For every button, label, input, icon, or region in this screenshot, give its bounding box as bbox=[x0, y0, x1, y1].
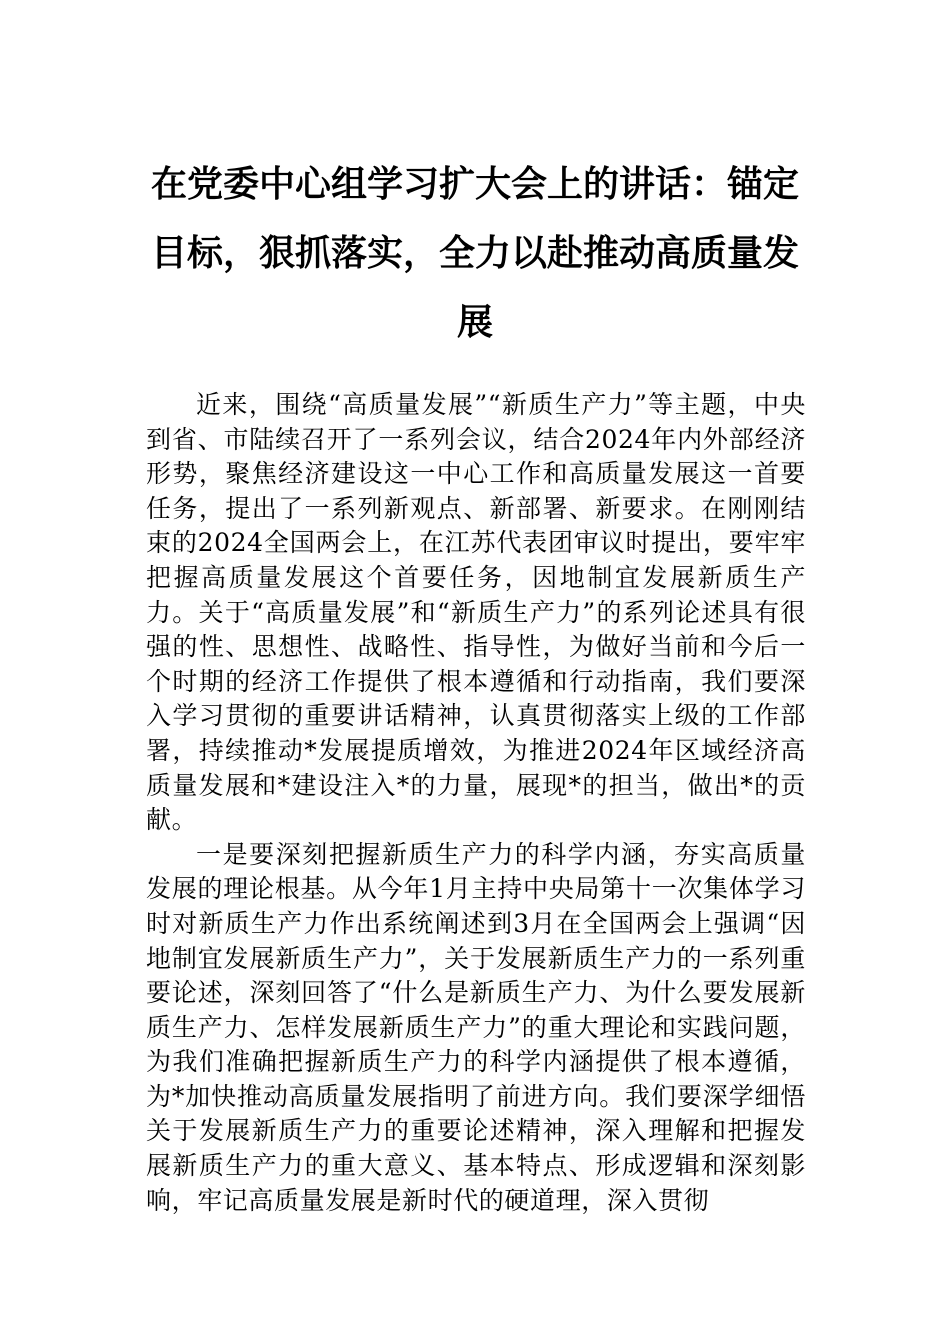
document-body bbox=[146, 388, 806, 1218]
paragraph-intro: 近来，围绕“高质量发展”“新质生产力”等主题，中央到省、市陆续召开了一系列会议，结合2024年内外部经济形势，聚焦经济建设这一中心工作和高质量发展这一首要任务，提出了一系列新观点、新部署、新要求。在刚刚结束的2024全国两会上，在江苏代表团审议时提出，要牢牢把握高质量发展这个首要任务，因地制宜发展新质生产力。关于“高质量发展”和“新质生产力”的系列论述具有很强的性、思想性、战略性、指导性，为做好当前和今后一个时期的经济工作提供了根本遵循和行动指南，我们要深入学习贯彻的重要讲话精神，认真贯彻落实上级的工作部署，持续推动*发展提质增效，为推进2024年区域经济高质量发展和*建设注入*的力量，展现*的担当，做出*的贡献。 bbox=[146, 390, 806, 835]
page-title: 在党委中心组学习扩大会上的讲话：锚定目标，狠抓落实，全力以赴推动高质量发展 bbox=[150, 163, 799, 343]
paragraph-point-one: 一是要深刻把握新质生产力的科学内涵，夯实高质量发展的理论根基。从今年1月主持中央局第十一次集体学习时对新质生产力作出系统阐述到3月在全国两会上强调“因地制宜发展新质生产力”，关于发展新质生产力的一系列重要论述，深刻回答了“什么是新质生产力、为什么要发展新质生产力、怎样发展新质生产力”的重大理论和实践问题，为我们准确把握新质生产力的科学内涵提供了根本遵循，为*加快推动高质量发展指明了前进方向。我们要深学细悟关于发展新质生产力的重要论述精神，深入理解和把握发展新质生产力的重大意义、基本特点、形成逻辑和深刻影响，牢记高质量发展是新时代的硬道理，深入贯彻 bbox=[146, 839, 806, 1215]
